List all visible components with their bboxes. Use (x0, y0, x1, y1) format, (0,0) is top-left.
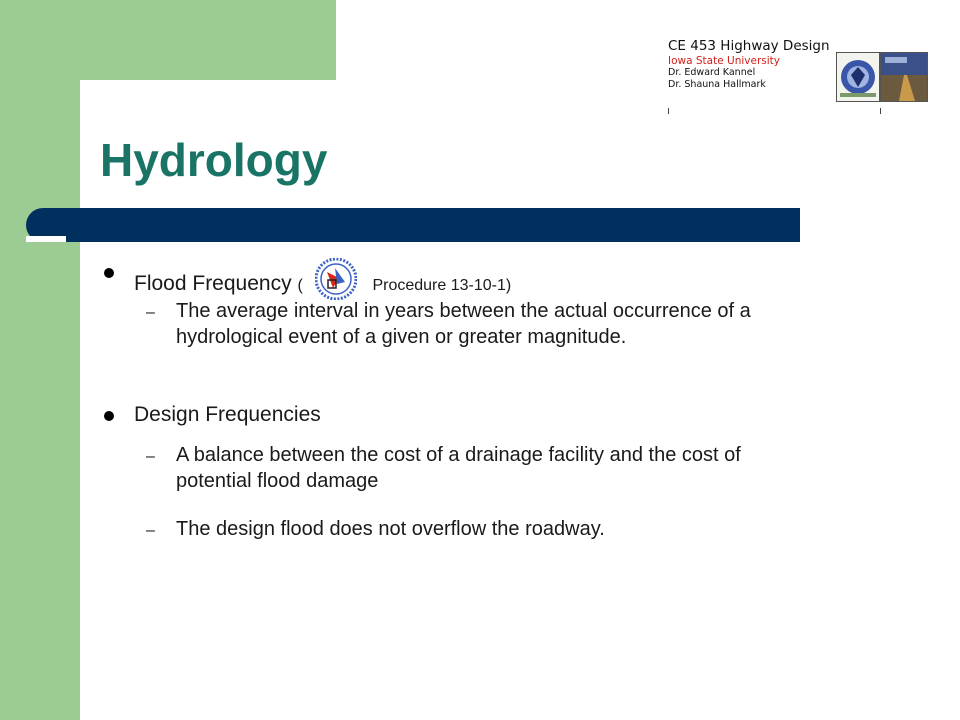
bullet-label: Flood Frequency (134, 272, 292, 296)
slide-title: Hydrology (100, 134, 328, 186)
bullet-design-frequencies (134, 402, 321, 428)
divider-tick (880, 108, 881, 114)
instructor-name: Dr. Edward Kannel (668, 67, 756, 78)
university-name: Iowa State University (668, 55, 780, 67)
sub-bullet-dash: – (146, 522, 155, 539)
reference-text: Procedure 13-10-1) (372, 277, 512, 295)
instructor-name: Dr. Shauna Hallmark (668, 79, 766, 90)
top-green-band (0, 0, 336, 80)
bullet-dot (104, 411, 114, 421)
reference-open-paren: ( (297, 277, 303, 295)
title-rule-bar (26, 208, 800, 242)
sub-bullet-text: A balance between the cost of a drainage facility and the cost of potential flood damage (176, 444, 741, 492)
sub-bullet-text: The average interval in years between the actual occurrence of a hydrological event of a given or greater magnitude. (176, 300, 751, 348)
course-title: CE 453 Highway Design (668, 38, 830, 54)
rule-notch (26, 236, 66, 242)
divider-tick (668, 108, 669, 114)
highway-photo-image (880, 52, 928, 102)
bullet-dot (104, 268, 114, 278)
sub-bullet-text: The design flood does not overflow the roadway. (176, 518, 605, 540)
bullet-label: Design Frequencies (134, 403, 321, 426)
sub-bullet-dash: – (146, 448, 155, 465)
course-credit-block (668, 38, 833, 91)
sub-bullet-dash: – (146, 304, 155, 321)
sidebar-green-band (0, 0, 80, 720)
isu-logo-image (836, 52, 880, 102)
